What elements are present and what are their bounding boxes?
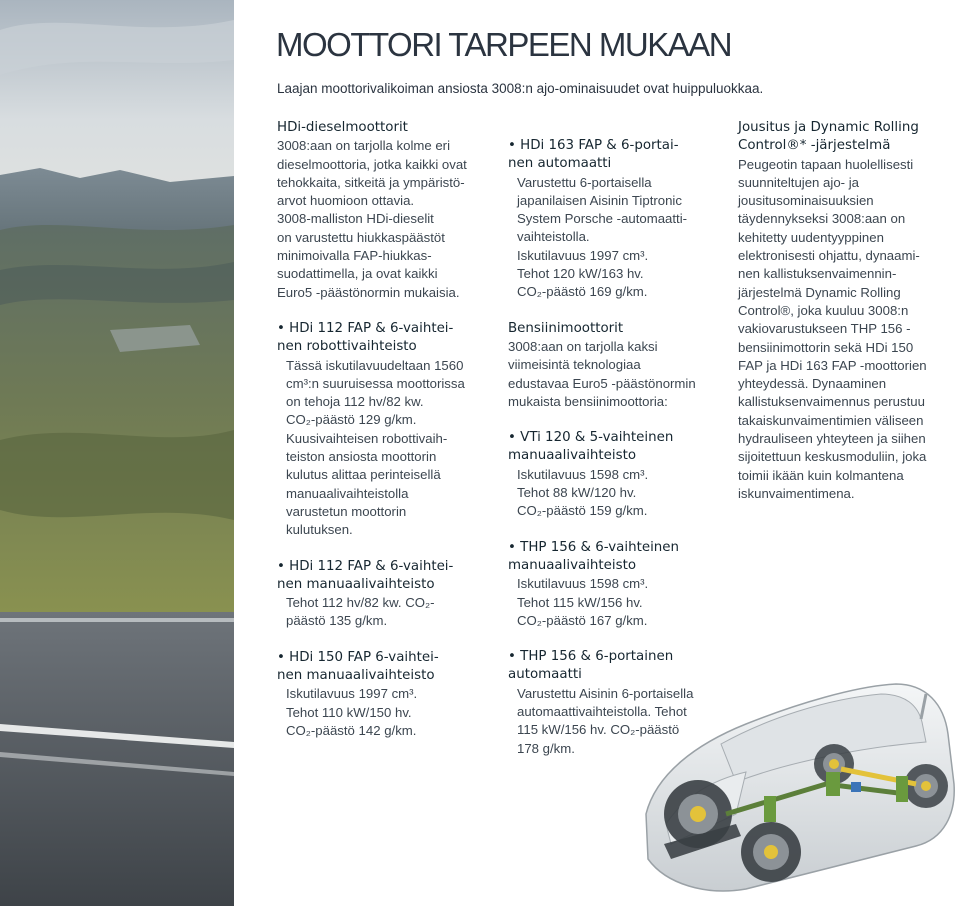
lead-paragraph: Laajan moottorivalikoiman ansiosta 3008:n ajo-ominaisuudet ovat huippuluokkaa.	[277, 81, 764, 96]
section-heading: • HDi 150 FAP 6-vaihtei- nen manuaalivaihteisto	[277, 649, 439, 684]
section-hdi112-manual	[277, 558, 499, 631]
section-text: 3008:aan on tarjolla kaksi viimeisintä teknologiaa edustavaa Euro5 -päästönormin mukaista bensiinimoottoria:	[508, 338, 696, 409]
section-text: Iskutilavuus 1997 cm³. Tehot 110 kW/150 hv. CO₂-päästö 142 g/km.	[286, 686, 418, 738]
section-thp156-manual	[508, 539, 730, 630]
section-heading: • HDi 112 FAP & 6-vaihtei- nen manuaalivaihteisto	[277, 558, 454, 592]
section-petrol	[508, 320, 730, 411]
section-text: 3008:aan on tarjolla kolme eri dieselmoottoria, jotka kaikki ovat tehokkaita, sitkeitä ja ympäristö- arvot huomioon ottavia. 3008-malliston HDi-dieselit on varustettu hiukkaspäästöt minimoivalla FAP-hiukkas- suodattimella, ja ovat kaikki Euro5 -päästönormin mukaisia.	[277, 138, 467, 300]
car-suspension-illustration	[626, 664, 960, 896]
section-text: Varustettu Aisinin 6-portaisella automaattivaihteistolla. Tehot 115 kW/156 hv. CO₂-päästö 178 g/km.	[517, 685, 694, 756]
section-heading: • THP 156 & 6-vaihteinen manuaalivaihteisto	[508, 539, 679, 573]
section-hdi163-auto	[508, 137, 730, 302]
section-heading: • HDi 163 FAP & 6-portai- nen automaatti	[508, 138, 679, 172]
section-hdi112-robot	[277, 320, 499, 540]
section-hdi-diesel	[277, 119, 499, 302]
section-heading: Bensiinimoottorit	[508, 320, 624, 336]
column-suspension	[738, 119, 960, 521]
section-heading: Jousitus ja Dynamic Rolling Control®* -järjestelmä	[738, 120, 919, 154]
section-text: Iskutilavuus 1598 cm³. Tehot 88 kW/120 hv. CO₂-päästö 159 g/km.	[517, 466, 649, 519]
section-text: Tehot 112 hv/82 kw. CO₂- päästö 135 g/km.	[286, 595, 435, 629]
section-heading: HDi-dieselmoottorit	[277, 120, 408, 135]
section-dynamic-rolling-control	[738, 119, 960, 503]
section-hdi150-manual	[277, 649, 499, 740]
page-title: MOOTTORI TARPEEN MUKAAN	[276, 26, 732, 63]
section-heading: • VTi 120 & 5-vaihteinen manuaalivaihteisto	[508, 430, 674, 464]
section-vti120-manual	[508, 429, 730, 520]
landscape-road-photo	[0, 0, 234, 906]
column-diesel	[277, 119, 499, 758]
section-heading: • HDi 112 FAP & 6-vaihtei- nen robottivaihteisto	[277, 320, 454, 355]
section-text: Tässä iskutilavuudeltaan 1560 cm³:n suuruisessa moottorissa on tehoja 112 hv/82 kw. CO₂-päästö 129 g/km. Kuusivaihteisen robottivaih- teiston ansiosta moottorin kulutus alittaa perinteisellä manuaalivaihteistolla varustetun moottorin kulutuksen.	[286, 357, 465, 538]
section-text: Iskutilavuus 1598 cm³. Tehot 115 kW/156 hv. CO₂-päästö 167 g/km.	[517, 576, 649, 628]
section-text: Varustettu 6-portaisella japanilaisen Aisinin Tiptronic System Porsche -automaatti- vaihteistolla. Iskutilavuus 1997 cm³. Tehot 120 kW/163 hv. CO₂-päästö 169 g/km.	[517, 174, 688, 300]
section-heading: • THP 156 & 6-portainen automaatti	[508, 649, 674, 683]
section-text: Peugeotin tapaan huolellisesti suunniteltujen ajo- ja jousitusominaisuuksien täydennykseksi 3008:aan on kehitetty uudentyyppinen elektronisesti ohjattu, dynaami- nen kallistuksenvaimennin- järjestelmä Dynamic Rolling Control®, joka kuuluu 3008:n vakiovarustukseen THP 156 - bensiinimottorin sekä HDi 150 FAP ja HDi 163 FAP -moottorien yhteydessä. Dynaaminen kallistuksenvaimennus perustuu takaiskunvaimentimien väliseen hydrauliseen yhteyteen ja siihen sijoitettuun keskusmoduliin, joka toimii ikään kuin kolmantena iskunvaimentimena.	[738, 156, 927, 501]
